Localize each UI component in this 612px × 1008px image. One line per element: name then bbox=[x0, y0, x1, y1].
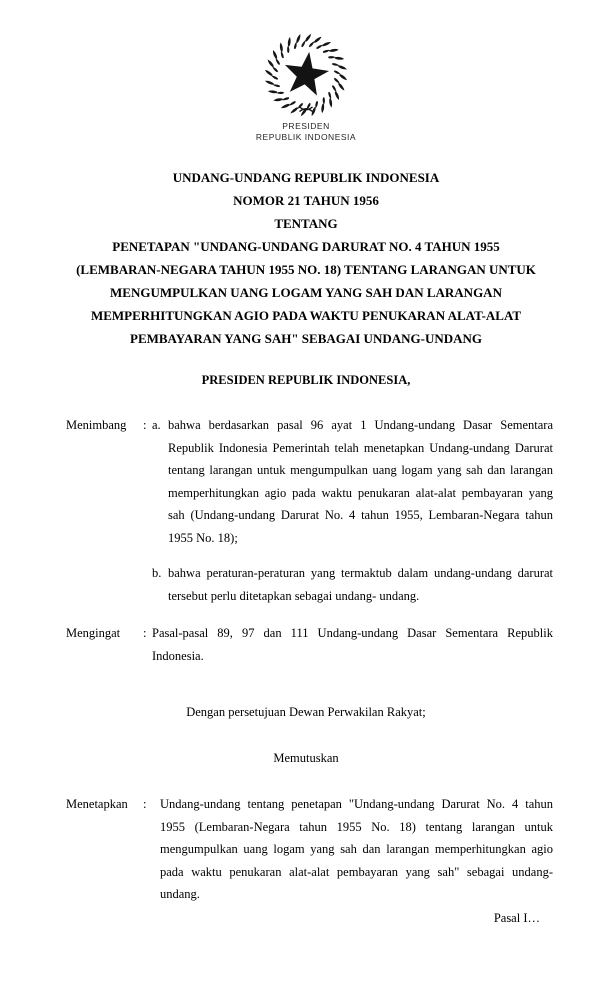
title-line-6: MENGUMPULKAN UANG LOGAM YANG SAH DAN LARANGAN bbox=[110, 285, 502, 300]
item-letter: b. bbox=[152, 566, 162, 580]
consideration-item-a bbox=[152, 414, 553, 549]
decision-heading: Memutuskan bbox=[273, 751, 339, 765]
title-line-1: UNDANG-UNDANG REPUBLIK INDONESIA bbox=[172, 170, 440, 185]
title-line-3: TENTANG bbox=[274, 216, 338, 231]
title-line-8: PEMBAYARAN YANG SAH" SEBAGAI UNDANG-UNDANG bbox=[130, 331, 482, 346]
section-text: Undang-undang tentang penetapan "Undang-undang Darurat No. 4 tahun 1955 (Lembaran-Negara tahun 1955 No. 18) tentang larangan untuk mengumpulkan uang logam yang sah dan larangan memperhitungkan agio pada waktu penukaran alat-alat pembayaran yang sah" sebagai undang-undang. bbox=[160, 797, 553, 901]
title-line-4: PENETAPAN "UNDANG-UNDANG DARURAT NO. 4 TAHUN 1955 bbox=[112, 239, 500, 254]
title-line-2: NOMOR 21 TAHUN 1956 bbox=[233, 193, 379, 208]
item-text: bahwa berdasarkan pasal 96 ayat 1 Undang-undang Dasar Sementara Republik Indonesia Pemerintah telah menetapkan Undang-undang Darurat tentang larangan untuk mengumpulkan uang logam yang sah dan larangan memperhitungkan agio pada waktu penukaran alat-alat pembayaran yang sah (Undang-undang Darurat No. 4 tahun 1955, Lembaran-Negara tahun 1955 No. 18); bbox=[168, 418, 553, 545]
title-line-5: (LEMBARAN-NEGARA TAHUN 1955 NO. 18) TENTANG LARANGAN UNTUK bbox=[76, 262, 536, 277]
seal-org-line1: PRESIDEN bbox=[282, 121, 330, 131]
section-colon: : bbox=[143, 626, 147, 640]
page-continuation-marker: Pasal I… bbox=[493, 911, 540, 925]
section-text: Pasal-pasal 89, 97 dan 111 Undang-undang Dasar Sementara Republik Indonesia. bbox=[152, 626, 553, 663]
section-label-menetapkan: Menetapkan bbox=[66, 797, 128, 811]
section-menetapkan bbox=[66, 793, 553, 906]
star-icon bbox=[281, 49, 331, 97]
item-text: bahwa peraturan-peraturan yang termaktub dalam undang-undang darurat tersebut perlu ditetapkan sebagai undang- undang. bbox=[168, 566, 553, 603]
presidential-seal bbox=[0, 33, 612, 142]
section-label-menimbang: Menimbang bbox=[66, 418, 127, 432]
agreement-line: Dengan persetujuan Dewan Perwakilan Rakyat; bbox=[186, 705, 426, 719]
section-colon: : bbox=[143, 797, 147, 811]
star-wreath-icon bbox=[259, 33, 353, 119]
consideration-item-b bbox=[152, 562, 553, 607]
title-line-7: MEMPERHITUNGKAN AGIO PADA WAKTU PENUKARAN ALAT-ALAT bbox=[90, 308, 522, 323]
document-title bbox=[28, 166, 584, 350]
item-letter: a. bbox=[152, 418, 161, 432]
salutation-line: PRESIDEN REPUBLIK INDONESIA, bbox=[201, 373, 411, 387]
section-menimbang bbox=[66, 414, 553, 607]
seal-org-line2: REPUBLIK INDONESIA bbox=[255, 131, 357, 142]
section-colon: : bbox=[143, 418, 147, 432]
section-label-mengingat: Mengingat bbox=[66, 626, 121, 640]
section-mengingat bbox=[66, 622, 553, 667]
